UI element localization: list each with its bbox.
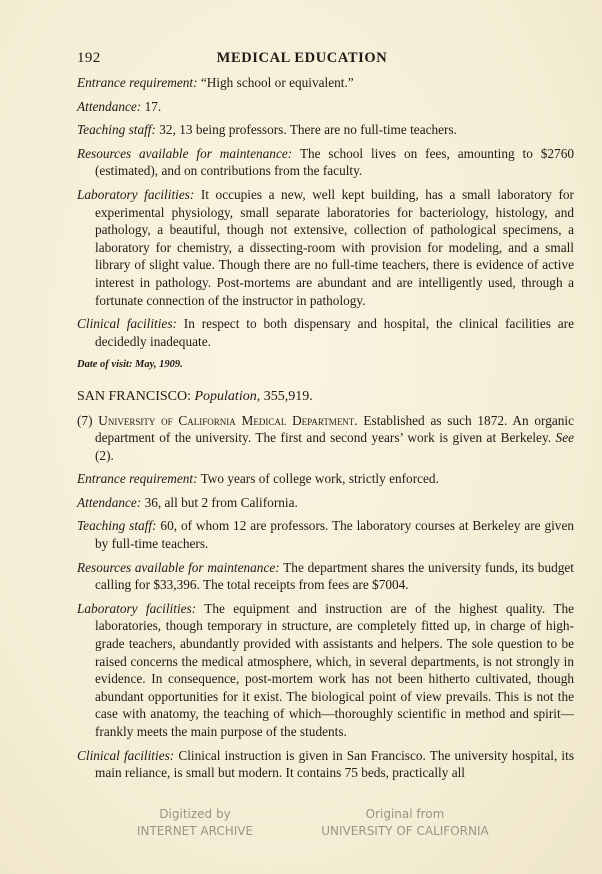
population-value: 355,919. [260, 388, 313, 404]
entry-attendance [77, 98, 574, 116]
entry-label: Clinical facilities: [77, 316, 177, 332]
school-name: University of California Medical Department. [98, 412, 358, 428]
entry-label: Entrance requirement: [77, 471, 198, 487]
date-of-visit: Date of visit: May, 1909. [77, 359, 183, 371]
entry-text: The school lives on fees, amounting to $2760 (estimated), and on contributions from the faculty. [95, 145, 574, 179]
entry-resources [77, 559, 574, 594]
entry-entrance-requirement [77, 74, 574, 92]
running-title: MEDICAL EDUCATION [216, 50, 388, 66]
original-from-label: Original from [365, 807, 445, 821]
original-from [320, 806, 490, 840]
entry-laboratory-facilities [77, 600, 574, 741]
entry-text: 36, all but 2 from California. [141, 494, 298, 510]
entry-teaching-staff [77, 121, 574, 139]
entry-text: The department shares the university funds, its budget calling for $33,396. The total receipts from fees are $7004. [95, 559, 574, 593]
entry-label: Attendance: [77, 98, 142, 114]
university-label: UNIVERSITY OF CALIFORNIA [321, 824, 489, 838]
entry-label: Attendance: [77, 494, 142, 510]
entry-label: Laboratory facilities: [77, 186, 195, 202]
entry-label: Teaching staff: [77, 518, 157, 534]
digitized-by [130, 806, 260, 840]
see-reference: (2). [95, 447, 114, 463]
entry-text: In respect to both dispensary and hospital, the clinical facilities are decidedly inadequate. [95, 316, 574, 349]
entry-text: Clinical instruction is given in San Francisco. The university hospital, its main reliance, is small but modern. It contains 75 beds, practically all [95, 747, 574, 781]
school-entry [77, 412, 574, 465]
digitized-by-label: Digitized by [159, 807, 231, 821]
entry-text: It occupies a new, well kept building, has a small laboratory for experimental physiology, small separate laboratories for bacteriology, histology, and pathology, a beautiful, though not extensive, collection of pathological specimens, a laboratory for chemistry, a dissecting-room with provision for modeling, and a small library of slight value. Though there are no full-time teachers, there is evidence of active interest in pathology. Post-mortems are abundant and are intelligently used, through a fortunate connection of the instructor in pathology. [95, 186, 574, 308]
page-number: 192 [77, 50, 101, 66]
entry-text: 17. [141, 98, 162, 114]
entry-label: Resources available for maintenance: [77, 145, 293, 161]
entry-text: The equipment and instruction are of the highest quality. The laboratories, though temporary in structure, are completely fitted up, in charge of high-grade teachers, abundantly provided with assistants and helpers. The sole question to be raised concerns the medical atmosphere, which, in several departments, is not strongly in evidence. In consequence, post-mortem work has not been hitherto cultivated, though abundant opportunities for it exist. The biological point of view prevails. This is not the case with anatomy, the teaching of which—thoroughly scientific in method and spirit—frankly meets the main purpose of the students. [95, 600, 574, 739]
population-label: Population, [194, 388, 261, 404]
digitization-footer [0, 806, 602, 846]
entry-text: 60, of whom 12 are professors. The laboratory courses at Berkeley are given by full-time teachers. [95, 518, 574, 552]
entry-text: 32, 13 being professors. There are no full-time teachers. [155, 122, 457, 138]
entry-entrance-requirement [77, 470, 574, 488]
page-header [77, 50, 527, 70]
internet-archive-label: INTERNET ARCHIVE [136, 824, 254, 838]
city-name: SAN FRANCISCO: [77, 388, 191, 404]
school-description: Established as such 1872. An organic department of the university. The first and second years’ work is given at Berkeley. [95, 412, 574, 446]
entry-clinical-facilities [77, 315, 574, 350]
see-label: See [555, 430, 574, 446]
entry-label: Teaching staff: [77, 122, 156, 138]
entry-resources [77, 145, 574, 180]
entry-label: Clinical facilities: [77, 747, 175, 763]
entry-label: Entrance requirement: [77, 75, 198, 90]
school-number: (7) [77, 412, 99, 428]
entry-label: Resources available for maintenance: [77, 559, 280, 575]
entry-text: Two years of college work, strictly enforced. [197, 471, 439, 487]
page-body [77, 74, 574, 788]
city-heading [77, 388, 574, 406]
entry-attendance [77, 494, 574, 512]
entry-teaching-staff [77, 517, 574, 552]
entry-clinical-facilities [77, 747, 574, 782]
entry-laboratory-facilities [77, 186, 574, 309]
entry-label: Laboratory facilities: [77, 600, 197, 616]
entry-text: “High school or equivalent.” [197, 75, 354, 90]
